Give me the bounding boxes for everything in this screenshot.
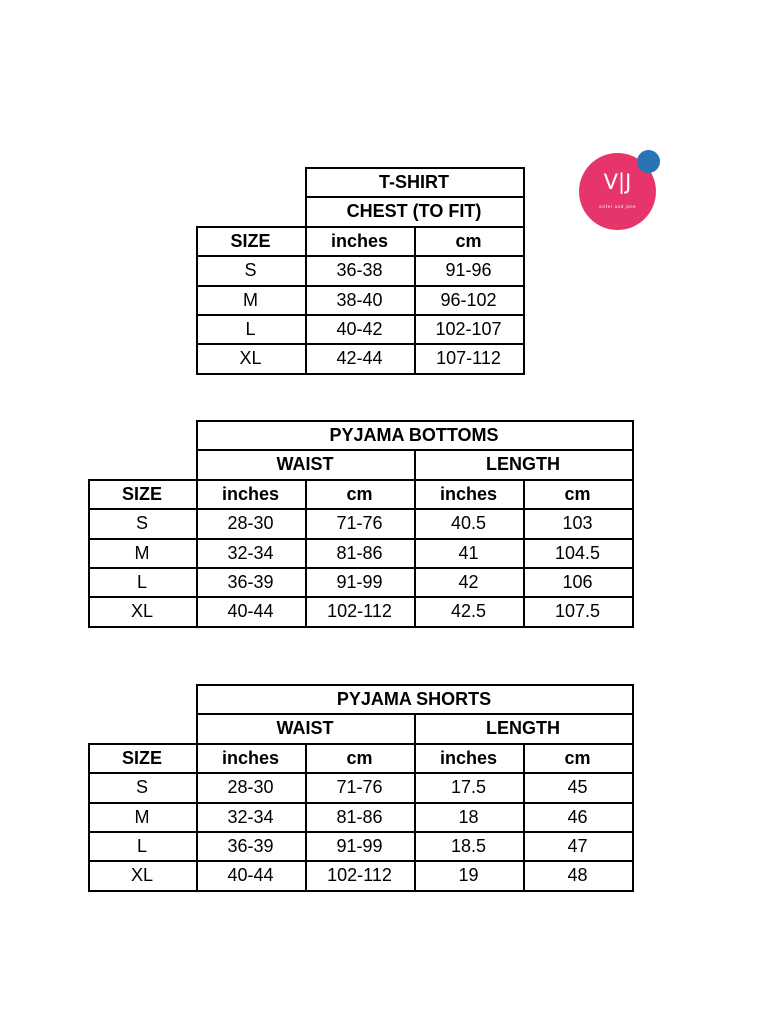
table-rule [196,226,198,375]
table-cell: 28-30 [227,777,274,797]
table-rule [523,479,525,626]
table-cell: 17.5 [450,777,487,797]
table-cell: 91-96 [445,260,492,280]
table-cell: 40-44 [227,601,274,621]
table-cell: 81-86 [336,542,383,563]
column-header: inches [439,483,498,504]
table-rule [88,890,634,892]
size-cell: M [134,542,150,563]
table-cell: 42-44 [336,348,383,368]
table-rule [305,196,525,198]
brand-logo [579,150,667,230]
table-cell: 36-39 [227,571,274,592]
table-cell: 47 [567,835,588,856]
table-rule [88,626,634,628]
column-header: cm [564,483,591,504]
table-cell: 102-107 [435,318,502,339]
table-cell: 71-76 [336,513,383,533]
table-rule [305,167,525,169]
table-cell: 41 [458,542,479,563]
table-cell: 42.5 [450,601,487,621]
table-cell: 40-42 [336,318,383,339]
column-header: SIZE [121,483,162,504]
column-header: inches [330,230,389,251]
table-title: PYJAMA BOTTOMS [329,424,499,445]
table-rule [196,343,525,345]
column-header: inches [221,483,280,504]
group-header: CHEST (TO FIT) [346,201,482,221]
table-rule [88,479,90,628]
table-rule [88,567,634,569]
column-header: cm [564,747,591,768]
group-header: WAIST [276,454,334,474]
group-header: LENGTH [486,454,560,474]
table-cell: 38-40 [336,289,383,310]
table-cell: 104.5 [554,542,601,563]
table-cell: 46 [567,806,588,827]
table-cell: 32-34 [227,542,274,563]
group-header: WAIST [276,718,334,738]
table-rule [88,831,634,833]
table-rule [196,373,525,375]
table-cell: 32-34 [227,806,274,827]
table-cell: 18 [458,806,479,827]
table-rule [88,479,634,481]
table-cell: 81-86 [336,806,383,827]
table-cell: 103 [562,513,593,533]
table-cell: 102-112 [327,865,392,885]
table-rule [414,226,416,373]
table-rule [88,538,634,540]
table-rule [196,420,634,422]
table-cell: 40.5 [450,513,487,533]
logo-dot [637,150,660,173]
column-header: SIZE [230,230,271,251]
table-rule [414,713,416,890]
column-header: inches [221,747,280,768]
table-rule [196,420,198,626]
table-cell: 42 [458,571,479,592]
column-header: SIZE [121,747,162,768]
table-rule [196,314,525,316]
table-cell: 45 [567,777,588,797]
table-cell: 48 [567,865,588,885]
table-rule [632,420,634,628]
table-rule [88,508,634,510]
table-rule [632,684,634,892]
size-cell: M [134,806,150,827]
table-rule [414,449,416,626]
logo-tagline: sister and jane [598,204,637,209]
column-header: cm [455,230,482,251]
table-cell: 71-76 [336,777,383,797]
table-cell: 19 [458,865,479,885]
table-rule [88,596,634,598]
table-rule [196,255,525,257]
table-rule [196,684,198,890]
size-cell: L [245,318,256,339]
table-rule [88,772,634,774]
column-header: inches [439,747,498,768]
table-cell: 36-38 [336,260,383,280]
table-cell: 91-99 [336,571,383,592]
table-rule [88,802,634,804]
table-title: PYJAMA SHORTS [336,688,492,709]
table-cell: 107.5 [554,601,601,621]
table-rule [196,226,525,228]
table-cell: 106 [562,571,593,592]
size-cell: S [135,513,148,533]
table-cell: 28-30 [227,513,274,533]
table-cell: 91-99 [336,835,383,856]
size-cell: XL [239,348,262,368]
table-cell: 36-39 [227,835,274,856]
size-cell: XL [130,601,154,621]
column-header: cm [346,747,373,768]
table-cell: 18.5 [450,835,487,856]
size-cell: S [244,260,257,280]
table-cell: 40-44 [227,865,274,885]
table-rule [523,743,525,890]
table-rule [196,684,634,686]
size-cell: S [135,777,148,797]
table-rule [88,743,634,745]
table-title: T-SHIRT [379,171,449,192]
table-rule [305,743,307,890]
size-cell: L [136,571,147,592]
table-cell: 107-112 [436,348,501,368]
group-header: LENGTH [486,718,560,738]
size-cell: L [136,835,147,856]
table-rule [88,743,90,892]
table-rule [305,167,307,373]
table-rule [305,479,307,626]
table-cell: 102-112 [327,601,392,621]
size-cell: M [243,289,258,310]
table-rule [196,285,525,287]
logo-mark: V|J [603,170,632,194]
column-header: cm [346,483,373,504]
size-cell: XL [130,865,154,885]
table-cell: 96-102 [440,289,497,310]
table-rule [523,167,525,375]
table-rule [88,860,634,862]
